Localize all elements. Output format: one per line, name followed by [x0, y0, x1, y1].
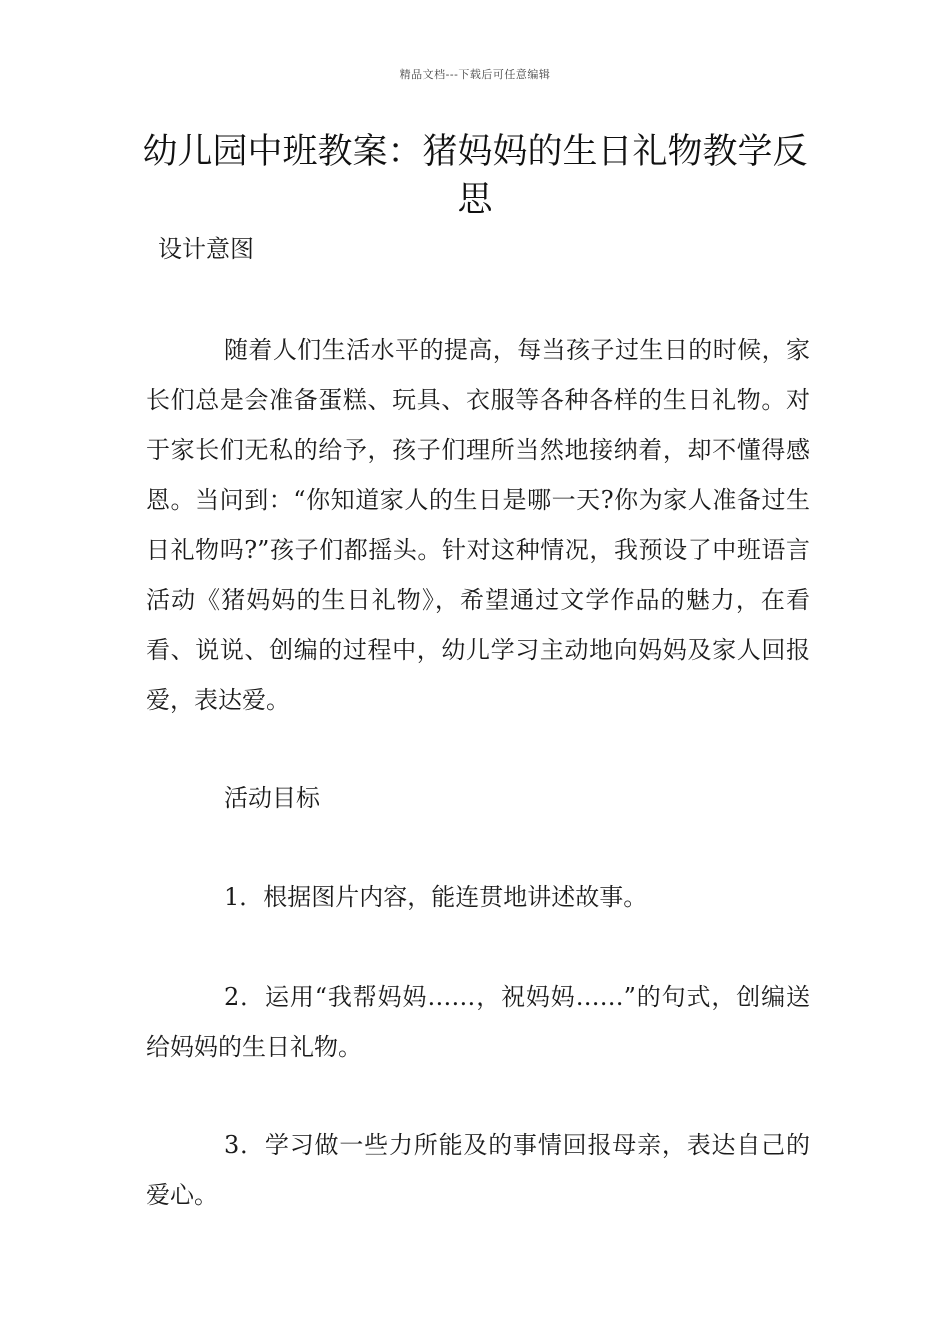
goal-item-1: 1．根据图片内容，能连贯地讲述故事。	[224, 883, 648, 911]
goal-item-3: 3．学习做一些力所能及的事情回报母亲，表达自己的爱心。	[146, 1131, 810, 1209]
goal-item-2: 2．运用“我帮妈妈……，祝妈妈……”的句式，创编送给妈妈的生日礼物。	[146, 983, 810, 1061]
goals-heading: 活动目标	[224, 784, 320, 812]
design-intent-label: 设计意图	[158, 235, 254, 263]
intro-paragraph: 随着人们生活水平的提高，每当孩子过生日的时候，家长们总是会准备蛋糕、玩具、衣服等各种各样的生日礼物。对于家长们无私的给予，孩子们理所当然地接纳着，却不懂得感恩。当问到：“你知道家人的生日是哪一天?你为家人准备过生日礼物吗?”孩子们都摇头。针对这种情况，我预设了中班语言活动《猪妈妈的生日礼物》，希望通过文学作品的魅力，在看看、说说、创编的过程中，幼儿学习主动地向妈妈及家人回报爱，表达爱。	[146, 336, 810, 714]
watermark-header: 精品文档---下载后可任意编辑	[399, 68, 551, 81]
document-title: 幼儿园中班教案：猪妈妈的生日礼物教学反思	[142, 132, 808, 220]
